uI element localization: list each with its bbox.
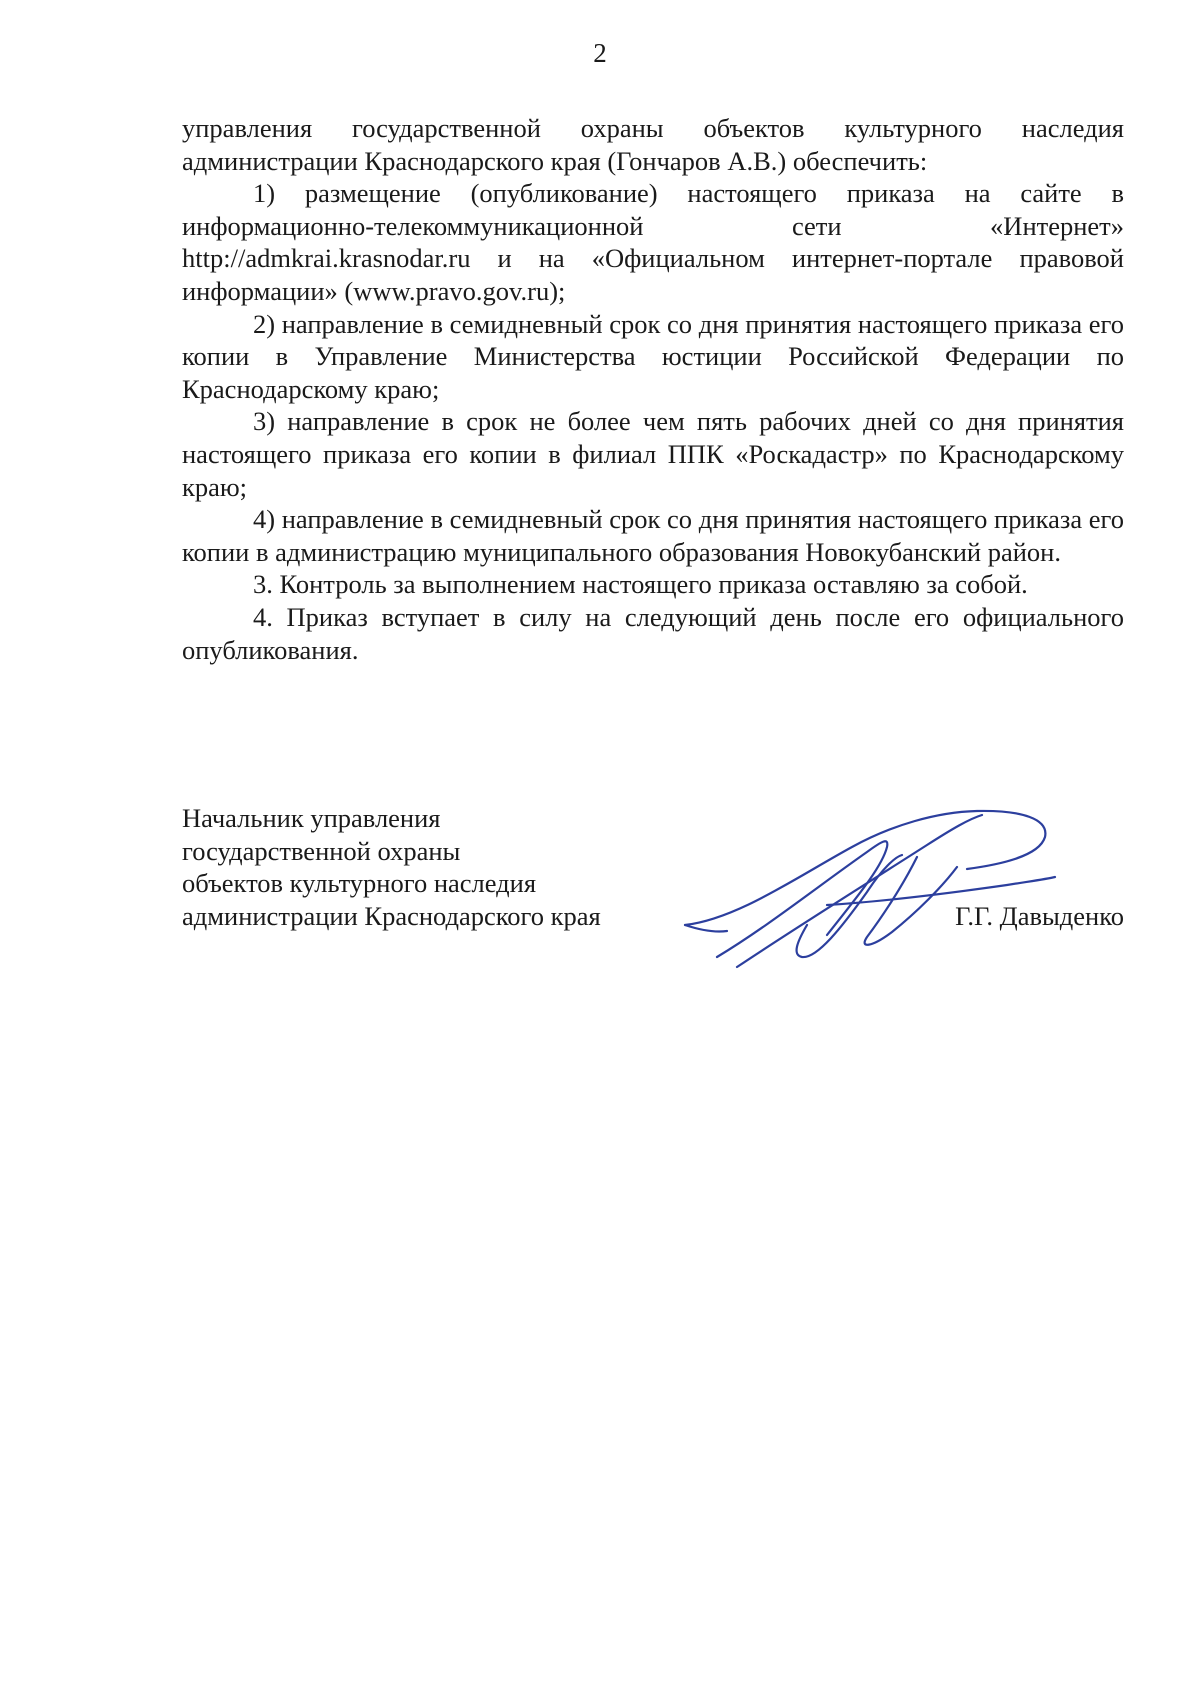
handwritten-signature [677,807,1147,982]
signer-position-line: Начальник управления [182,803,441,833]
signer-position-line: администрации Краснодарского края [182,900,601,931]
signer-position-line: объектов культурного наследия [182,868,537,899]
paragraph-clause-3: 3. Контроль за выполнением настоящего приказа оставляю за собой. [253,569,1028,600]
paragraph-item-4: 4) направление в семидневный срок со дня принятия настоящего приказа его копии в администрацию муниципального образования Новокубанский район. [182,504,1124,567]
paragraph-item-1: 1) размещение (опубликование) настоящего приказа на сайте в информационно-телекоммуникационной сети «Интернет» http://admkrai.krasnodar.ru и на «Официальном интернет-портале правовой информации» (www.pravo.gov.ru); [182,178,1124,306]
document-body [182,112,1124,666]
paragraph-item-2: 2) направление в семидневный срок со дня принятия настоящего приказа его копии в Управление Министерства юстиции Российской Федерации по Краснодарскому краю; [182,308,1124,404]
signature-block [182,802,1124,972]
signer-name: Г.Г. Давыденко [955,900,1124,931]
signer-position-line: государственной охраны [182,835,461,866]
paragraph-clause-4: 4. Приказ вступает в силу на следующий день после его официального опубликования. [182,601,1124,665]
signature-stroke [685,925,727,932]
page-number: 2 [593,38,607,68]
paragraph-continuation: управления государственной охраны объектов культурного наследия администрации Краснодарского края (Гончаров А.В.) обеспечить: [182,113,1124,176]
paragraph-item-3: 3) направление в срок не более чем пять рабочих дней со дня принятия настоящего приказа его копии в филиал ППК «Роскадастр» по Краснодарскому краю; [182,406,1124,502]
